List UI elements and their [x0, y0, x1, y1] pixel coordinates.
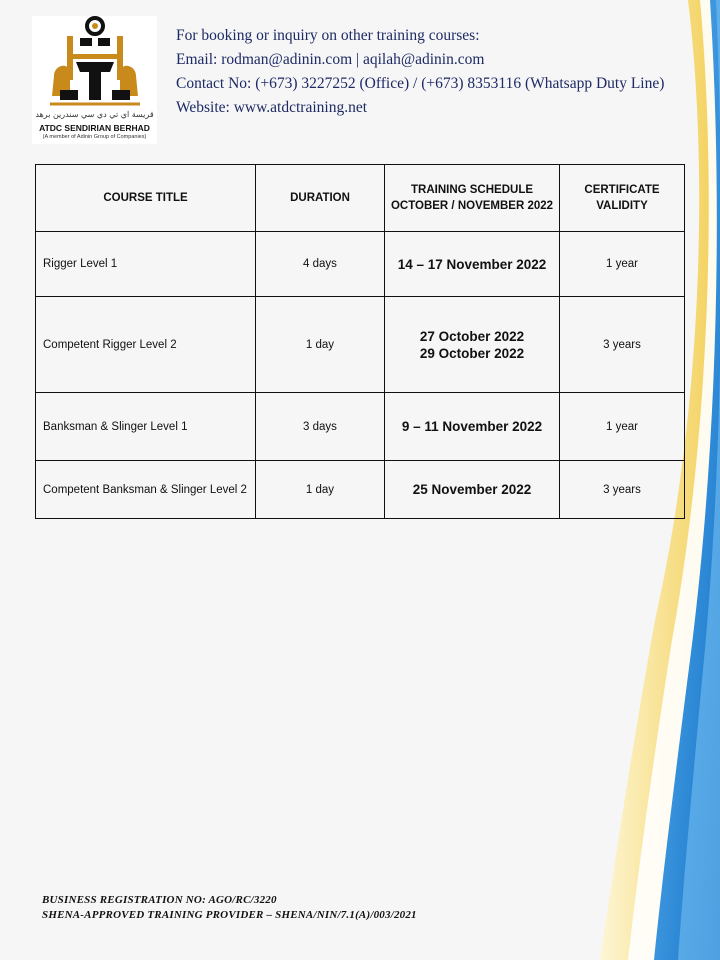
header-validity-line2: VALIDITY: [596, 200, 648, 212]
schedule-cell: [385, 232, 560, 297]
course-schedule-table: [35, 164, 685, 519]
logo-arabic-text: قريسة اي تي دي سي سندرين برهد: [35, 110, 154, 119]
contact-website[interactable]: Website: www.atdctraining.net: [176, 99, 368, 116]
schedule-date: 9 – 11 November 2022: [401, 419, 543, 434]
header-schedule-line2: OCTOBER / NOVEMBER 2022: [390, 200, 554, 212]
schedule-date: 14 – 17 November 2022: [397, 256, 547, 272]
course-title-cell: Banksman & Slinger Level 1: [36, 393, 256, 461]
table-row: [36, 232, 685, 297]
header-training-schedule: [385, 165, 560, 232]
schedule-cell: [385, 297, 560, 393]
header-course-title: COURSE TITLE: [36, 165, 256, 232]
duration-cell: 1 day: [256, 297, 385, 393]
table-row: [36, 393, 685, 461]
table-row: [36, 297, 685, 393]
table-row: [36, 461, 685, 519]
company-logo: [32, 16, 157, 144]
schedule-date: 29 October 2022: [419, 345, 525, 361]
training-provider-approval: SHENA-APPROVED TRAINING PROVIDER – SHENA/NIN/7.1(A)/003/2021: [42, 909, 417, 921]
logo-tagline: (A member of Adinin Group of Companies): [42, 134, 147, 140]
validity-cell: 3 years: [560, 297, 685, 393]
duration-cell: 1 day: [256, 461, 385, 519]
course-title-cell: Rigger Level 1: [36, 232, 256, 297]
crane-emblem-icon: [40, 16, 150, 110]
validity-cell: 1 year: [560, 393, 685, 461]
schedule-cell: [385, 393, 560, 461]
footer-registration-block: [42, 893, 417, 923]
validity-cell: 3 years: [560, 461, 685, 519]
header-validity-line1: CERTIFICATE: [584, 184, 660, 196]
duration-cell: 4 days: [256, 232, 385, 297]
logo-company-name: ATDC SENDIRIAN BERHAD: [39, 123, 150, 133]
course-title-cell: Competent Banksman & Slinger Level 2: [36, 461, 256, 519]
header-duration: DURATION: [256, 165, 385, 232]
header-certificate-validity: [560, 165, 685, 232]
schedule-cell: [385, 461, 560, 519]
business-registration-number: BUSINESS REGISTRATION NO: AGO/RC/3220: [42, 894, 277, 906]
header-schedule-line1: TRAINING SCHEDULE: [410, 184, 534, 196]
contact-intro: For booking or inquiry on other training courses:: [176, 27, 480, 44]
contact-email[interactable]: Email: rodman@adinin.com | aqilah@adinin.com: [176, 51, 485, 68]
schedule-date: 25 November 2022: [412, 482, 532, 497]
schedule-date: 27 October 2022: [419, 328, 525, 344]
validity-cell: 1 year: [560, 232, 685, 297]
course-title-cell: Competent Rigger Level 2: [36, 297, 256, 393]
duration-cell: 3 days: [256, 393, 385, 461]
contact-block: [176, 24, 664, 120]
contact-phone: Contact No: (+673) 3227252 (Office) / (+673) 8353116 (Whatsapp Duty Line): [176, 75, 665, 92]
table-header-row: [36, 165, 685, 232]
